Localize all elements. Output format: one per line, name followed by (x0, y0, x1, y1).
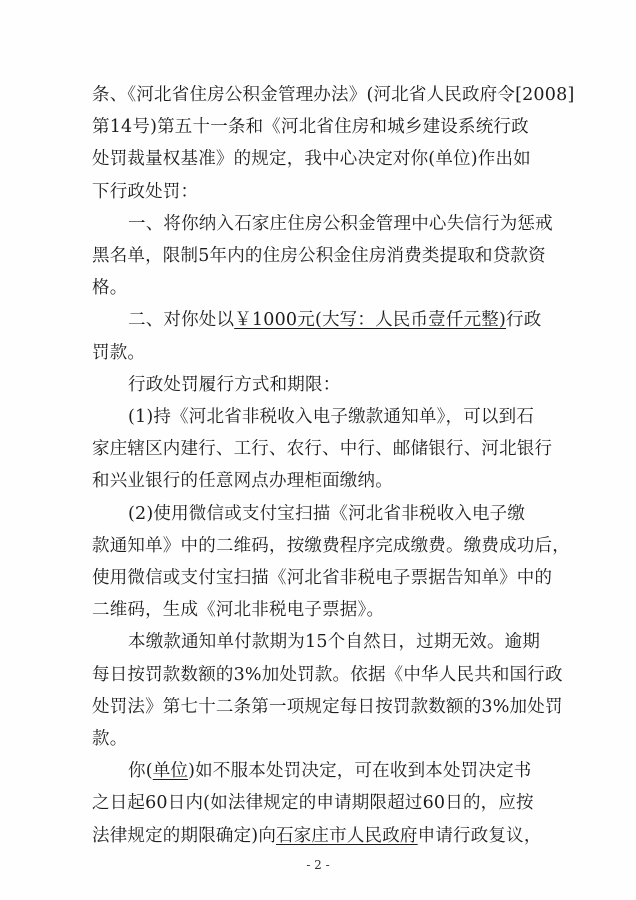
text-line-part: 之日起60日内(如法律规定的申请期限超过60日的，应按 (92, 793, 534, 814)
text-line: 每日按罚款数额的3%加处罚款。依据《中华人民共和国行政 (92, 664, 563, 685)
text-line: 第14号)第五十一条和《河北省住房和城乡建设系统行政 (92, 117, 529, 138)
text-line (92, 825, 542, 847)
unit-word: 单位 (152, 761, 189, 782)
text-line-part: 申请行政复议， (417, 825, 542, 846)
text-line: 罚款。 (92, 342, 146, 363)
fine-line (128, 309, 541, 331)
text-line: 处罚裁量权基准》的规定，我中心决定对你(单位)作出如 (92, 149, 531, 170)
text-line: 二维码，生成《河北非税电子票据》。 (92, 600, 385, 621)
text-line: 和兴业银行的任意网点办理柜面缴纳。 (92, 471, 393, 492)
fine-suffix: 行政 (506, 310, 542, 331)
fine-amount: ￥1000元(大写：人民币壹仟元整) (234, 310, 506, 331)
text-line (92, 792, 534, 814)
text-line: 本缴款通知单付款期为15个自然日，过期无效。逾期 (128, 632, 541, 653)
government-name: 石家庄市人民政府 (276, 825, 418, 846)
text-line: 处罚法》第七十二条第一项规定每日按罚款数额的3%加处罚 (92, 696, 563, 717)
fine-intro: 二、对你处以 (128, 310, 235, 331)
text-line: 款。 (92, 729, 128, 749)
section-heading: 行政处罚履行方式和期限： (128, 374, 341, 395)
text-line: 黑名单，限制5年内的住房公积金住房消费类提取和贷款资 (92, 246, 546, 266)
text-line: (2)使用微信或支付宝扫描《河北省非税收入电子缴 (128, 503, 526, 524)
text-line: 一、将你纳入石家庄住房公积金管理中心失信行为惩戒 (128, 213, 553, 234)
review-line (128, 760, 531, 782)
page-number: - 2 - (306, 858, 330, 872)
text-line: (1)持《河北省非税收入电子缴款通知单》，可以到石 (128, 407, 535, 427)
text-line: 家庄辖区内建行、工行、农行、中行、邮储银行、河北银行 (92, 439, 553, 460)
text-line: 下行政处罚： (92, 181, 199, 202)
text-line-part: 法律规定的期限确定)向 (92, 825, 277, 846)
text-line: 条、《河北省住房公积金管理办法》(河北省人民政府令[2008] (92, 85, 575, 105)
text-line: 使用微信或支付宝扫描《河北省非税电子票据告知单》中的 (92, 568, 553, 588)
text-line: 款通知单》中的二维码，按缴费程序完成缴费。缴费成功后， (92, 535, 570, 556)
review-text: )如不服本处罚决定，可在收到本处罚决定书 (188, 761, 532, 782)
review-prefix: 你( (128, 761, 153, 782)
text-line: 格。 (92, 278, 128, 299)
